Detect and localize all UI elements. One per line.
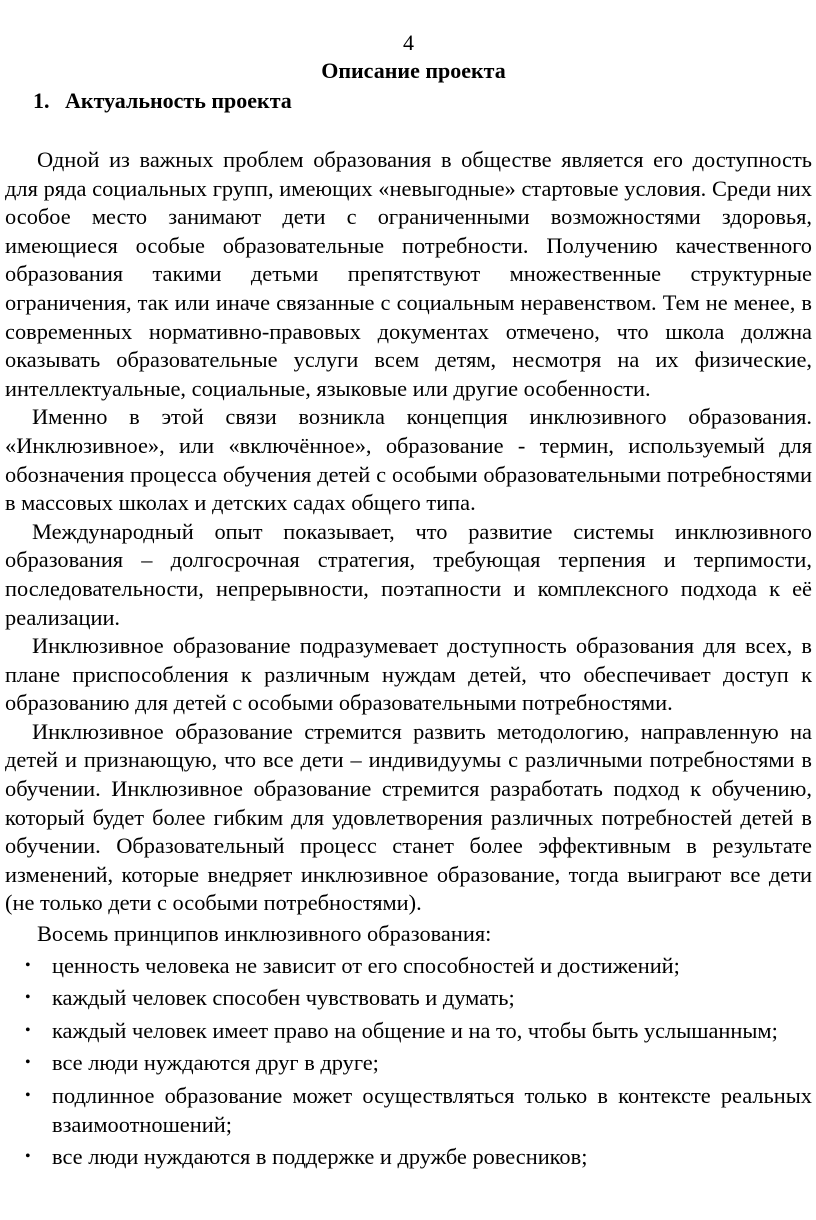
paragraph: Одной из важных проблем образования в обществе является его доступность для ряда социальных групп, имеющих «невыгодные» стартовые условия. Среди них особое место занимают дети с ограниченными возможностями здоровья, имеющиеся особые образовательные потребности. Получению качественного образования такими детьми препятствуют множественные структурные ограничения, так или иначе связанные с социальным неравенством. Тем не менее, в современных нормативно-правовых документах отмечено, что школа должна оказывать образовательные услуги всем детям, несмотря на их физические, интеллектуальные, социальные, языковые или другие особенности. [5,147,812,401]
section-heading [33,86,812,116]
list-item [5,1049,812,1078]
principles-list [5,952,812,1172]
list-item [5,1017,812,1046]
paragraph: Международный опыт показывает, что развитие системы инклюзивного образования – долгосрочная стратегия, требующая терпения и терпимости, последовательности, непрерывности, поэтапности и комплексного подхода к её реализации. [5,518,812,630]
spacer [5,116,812,146]
paragraph: Инклюзивное образование стремится развить методологию, направленную на детей и признающую, что все дети – индивидуумы с различными потребностями в обучении. Инклюзивное образование стремится разработать подход к обучению, который будет более гибким для удовлетворения различных потребностей детей в обучении. Образовательный процесс станет более эффективным в результате изменений, которые внедряет инклюзивное образование, тогда выиграют все дети (не только дети с особыми потребностями). [5,718,812,916]
paragraph: Инклюзивное образование подразумевает доступность образования для всех, в плане приспособления к различным нуждам детей, что обеспечивает доступ к образованию для детей с особыми образовательными потребностями. [5,633,812,716]
list-item-text: каждый человек способен чувствовать и думать; [52,985,515,1011]
page-number: 4 [403,30,414,55]
list-item [5,1082,812,1139]
list-item-text: все люди нуждаются в поддержке и дружбе ровесников; [52,1144,588,1170]
list-item-text: подлинное образование может осуществляться только в контексте реальных взаимоотношений; [52,1083,812,1137]
section-number: 1. [33,88,50,113]
bullet-icon: • [25,1087,31,1104]
bullet-icon: • [25,1054,31,1072]
list-item-text: все люди нуждаются друг в друге; [52,1050,379,1076]
list-item-text: каждый человек имеет право на общение и на то, чтобы быть услышанным; [52,1017,778,1043]
section-heading-text: Актуальность проекта [65,88,292,113]
bullet-icon: • [25,1021,31,1039]
list-item [5,984,812,1013]
bullet-icon: • [25,1148,31,1166]
paragraph: Именно в этой связи возникла концепция инклюзивного образования. «Инклюзивное», или «включённое», образование - термин, используемый для обозначения процесса обучения детей с особыми образовательными потребностями в массовых школах и детских садах общего типа. [5,404,812,516]
bullet-icon: • [25,956,31,974]
page-title: Описание проекта [321,58,506,83]
principles-intro: Восемь принципов инклюзивного образования: [37,921,492,947]
list-item-text: ценность человека не зависит от его способностей и достижений; [52,952,680,978]
bullet-icon: • [25,989,31,1007]
list-item [5,1143,812,1172]
list-item [5,952,812,981]
